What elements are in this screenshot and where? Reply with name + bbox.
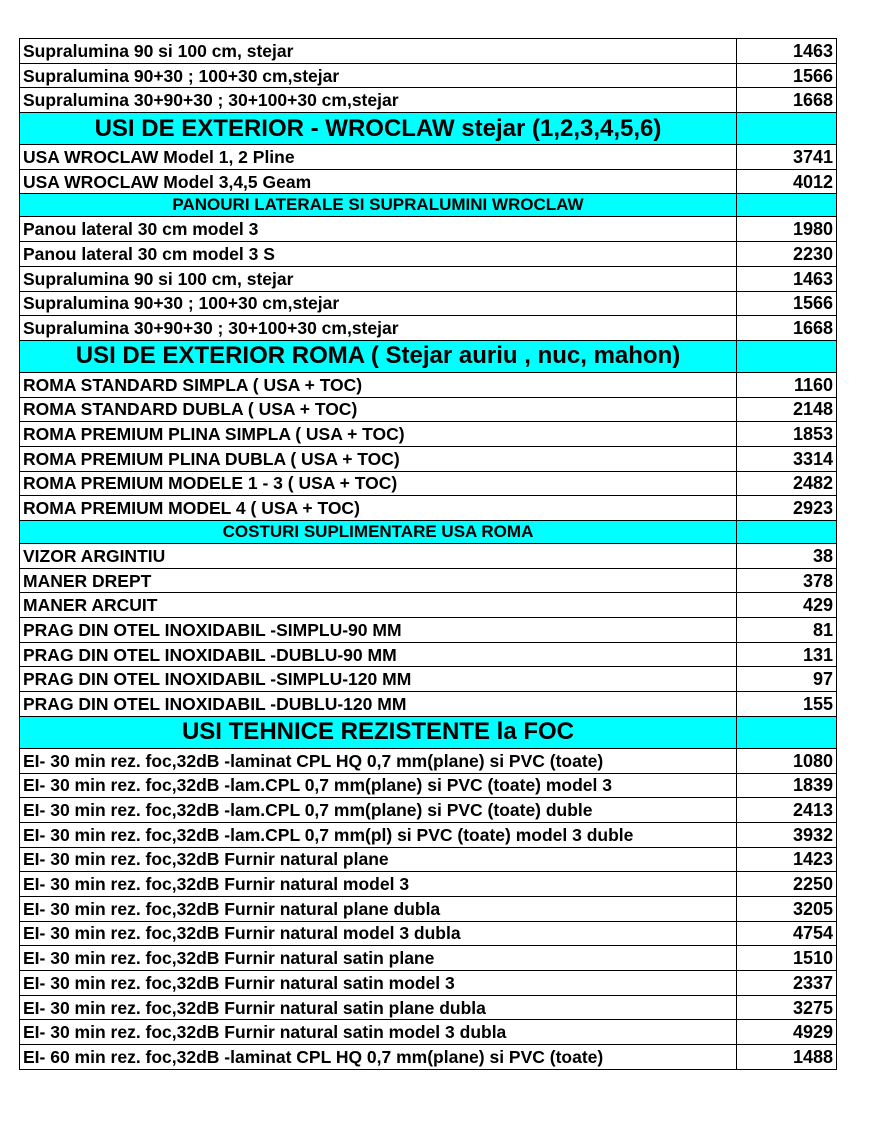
price-list-body [20,39,837,1070]
price-row [20,217,837,242]
price-row [20,896,837,921]
product-price: 97 [737,667,837,692]
product-name: MANER ARCUIT [20,593,737,618]
section-header-row [20,113,837,145]
price-row [20,397,837,422]
product-price: 38 [737,544,837,569]
price-row [20,145,837,170]
product-name: EI- 30 min rez. foc,32dB -lam.CPL 0,7 mm(pl) si PVC (toate) model 3 duble [20,822,737,847]
price-row [20,39,837,64]
price-row [20,63,837,88]
section-header-row [20,194,837,217]
section-title: USI DE EXTERIOR - WROCLAW stejar (1,2,3,4,5,6) [20,113,737,145]
section-header-row [20,340,837,372]
product-price: 1423 [737,847,837,872]
price-row [20,593,837,618]
price-row [20,544,837,569]
price-row [20,618,837,643]
product-price: 2482 [737,471,837,496]
product-price: 3741 [737,145,837,170]
product-name: EI- 30 min rez. foc,32dB Furnir natural plane dubla [20,896,737,921]
product-price: 3314 [737,446,837,471]
price-row [20,921,837,946]
product-price: 1080 [737,748,837,773]
product-name: VIZOR ARGINTIU [20,544,737,569]
product-name: Panou lateral 30 cm model 3 S [20,242,737,267]
product-price: 2250 [737,872,837,897]
product-price: 1488 [737,1045,837,1070]
product-price: 2337 [737,971,837,996]
product-price: 1668 [737,316,837,341]
price-row [20,471,837,496]
product-name: EI- 30 min rez. foc,32dB Furnir natural plane [20,847,737,872]
section-price-cell [737,194,837,217]
price-list-table [19,38,837,1070]
product-name: PRAG DIN OTEL INOXIDABIL -DUBLU-90 MM [20,642,737,667]
product-price: 1160 [737,372,837,397]
product-name: USA WROCLAW Model 3,4,5 Geam [20,169,737,194]
product-name: EI- 30 min rez. foc,32dB -lam.CPL 0,7 mm(plane) si PVC (toate) duble [20,798,737,823]
price-row [20,496,837,521]
product-price: 1839 [737,773,837,798]
price-row [20,568,837,593]
section-title: PANOURI LATERALE SI SUPRALUMINI WROCLAW [20,194,737,217]
section-price-cell [737,113,837,145]
product-name: ROMA PREMIUM PLINA DUBLA ( USA + TOC) [20,446,737,471]
product-price: 3205 [737,896,837,921]
product-price: 1980 [737,217,837,242]
product-price: 1566 [737,63,837,88]
price-row [20,995,837,1020]
product-name: EI- 30 min rez. foc,32dB -lam.CPL 0,7 mm(plane) si PVC (toate) model 3 [20,773,737,798]
price-row [20,88,837,113]
product-name: EI- 30 min rez. foc,32dB Furnir natural satin model 3 dubla [20,1020,737,1045]
product-price: 2413 [737,798,837,823]
product-price: 81 [737,618,837,643]
price-row [20,316,837,341]
product-price: 1463 [737,266,837,291]
product-name: Supralumina 90 si 100 cm, stejar [20,39,737,64]
product-name: USA WROCLAW Model 1, 2 Pline [20,145,737,170]
product-price: 2923 [737,496,837,521]
product-name: EI- 30 min rez. foc,32dB Furnir natural model 3 [20,872,737,897]
price-row [20,242,837,267]
price-row [20,872,837,897]
product-name: EI- 30 min rez. foc,32dB -laminat CPL HQ 0,7 mm(plane) si PVC (toate) [20,748,737,773]
product-name: ROMA PREMIUM MODELE 1 - 3 ( USA + TOC) [20,471,737,496]
price-row [20,642,837,667]
section-title: USI TEHNICE REZISTENTE la FOC [20,716,737,748]
section-price-cell [737,716,837,748]
product-price: 2148 [737,397,837,422]
product-name: ROMA STANDARD SIMPLA ( USA + TOC) [20,372,737,397]
product-name: Supralumina 30+90+30 ; 30+100+30 cm,stejar [20,88,737,113]
price-row [20,971,837,996]
product-price: 3932 [737,822,837,847]
product-price: 1668 [737,88,837,113]
price-row [20,692,837,717]
price-row [20,773,837,798]
price-row [20,748,837,773]
section-title: USI DE EXTERIOR ROMA ( Stejar auriu , nuc, mahon) [20,340,737,372]
product-name: PRAG DIN OTEL INOXIDABIL -DUBLU-120 MM [20,692,737,717]
product-name: EI- 60 min rez. foc,32dB -laminat CPL HQ 0,7 mm(plane) si PVC (toate) [20,1045,737,1070]
price-row [20,372,837,397]
product-price: 378 [737,568,837,593]
price-row [20,946,837,971]
price-row [20,291,837,316]
price-row [20,1020,837,1045]
product-name: EI- 30 min rez. foc,32dB Furnir natural model 3 dubla [20,921,737,946]
section-title: COSTURI SUPLIMENTARE USA ROMA [20,521,737,544]
product-price: 1853 [737,422,837,447]
section-header-row [20,716,837,748]
price-row [20,446,837,471]
product-name: Supralumina 30+90+30 ; 30+100+30 cm,stejar [20,316,737,341]
product-name: EI- 30 min rez. foc,32dB Furnir natural satin plane [20,946,737,971]
product-name: Supralumina 90 si 100 cm, stejar [20,266,737,291]
price-row [20,798,837,823]
product-price: 3275 [737,995,837,1020]
product-name: Supralumina 90+30 ; 100+30 cm,stejar [20,291,737,316]
product-price: 1463 [737,39,837,64]
price-row [20,667,837,692]
section-price-cell [737,521,837,544]
product-name: Supralumina 90+30 ; 100+30 cm,stejar [20,63,737,88]
product-name: EI- 30 min rez. foc,32dB Furnir natural satin model 3 [20,971,737,996]
product-price: 4754 [737,921,837,946]
product-price: 131 [737,642,837,667]
product-name: ROMA PREMIUM PLINA SIMPLA ( USA + TOC) [20,422,737,447]
price-row [20,266,837,291]
product-price: 1510 [737,946,837,971]
product-name: EI- 30 min rez. foc,32dB Furnir natural satin plane dubla [20,995,737,1020]
product-price: 4929 [737,1020,837,1045]
product-name: ROMA STANDARD DUBLA ( USA + TOC) [20,397,737,422]
product-name: PRAG DIN OTEL INOXIDABIL -SIMPLU-120 MM [20,667,737,692]
product-price: 2230 [737,242,837,267]
product-price: 155 [737,692,837,717]
product-name: ROMA PREMIUM MODEL 4 ( USA + TOC) [20,496,737,521]
section-header-row [20,521,837,544]
product-name: PRAG DIN OTEL INOXIDABIL -SIMPLU-90 MM [20,618,737,643]
price-row [20,822,837,847]
product-name: MANER DREPT [20,568,737,593]
price-row [20,422,837,447]
section-price-cell [737,340,837,372]
product-price: 4012 [737,169,837,194]
product-price: 1566 [737,291,837,316]
price-row [20,1045,837,1070]
price-row [20,847,837,872]
price-row [20,169,837,194]
product-price: 429 [737,593,837,618]
product-name: Panou lateral 30 cm model 3 [20,217,737,242]
